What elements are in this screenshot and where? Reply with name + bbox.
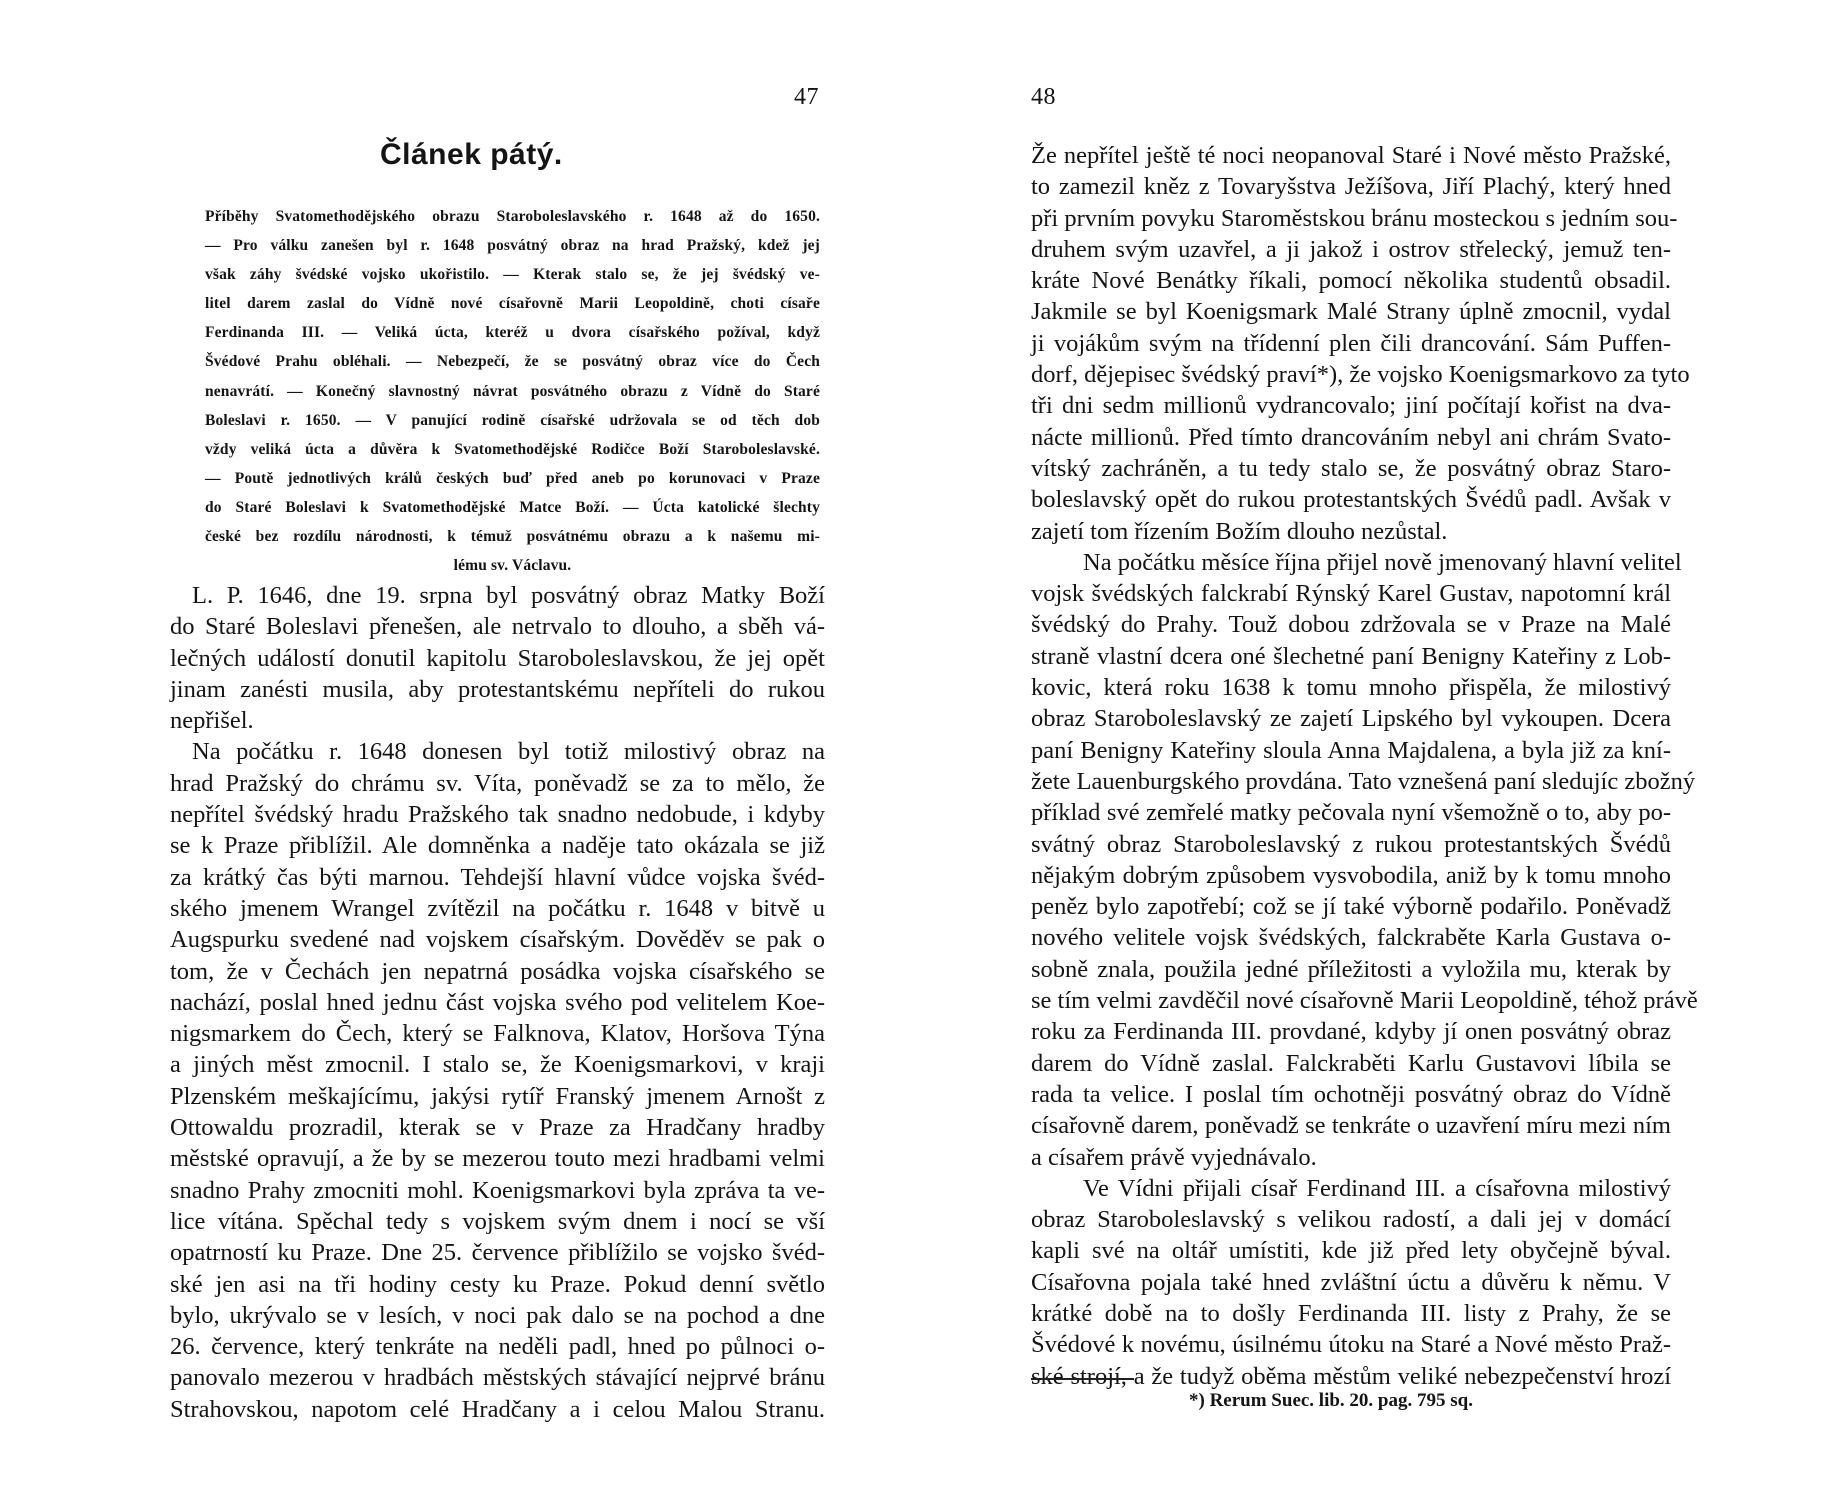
text-line: Plzenském meškajícímu, jakýsi rytíř Franský jmenem Arnošt z xyxy=(170,1082,825,1110)
text-line: kráte Nové Benátky říkali, pomocí několika studentů obsadil. xyxy=(1031,267,1671,295)
text-line: za krátký čas býti marnou. Tehdejší hlavní vůdce vojska švéd- xyxy=(170,863,825,891)
text-line: straně vlastní dcera oné šlechetné paní Benigny Kateřiny z Lob- xyxy=(1031,642,1671,670)
text-line: se k Praze přiblížil. Ale domněnka a naděje tato okázala se již xyxy=(170,832,825,860)
text-line: císařovně darem, poněvadž se tenkráte o uzavření míru mezi ním xyxy=(1031,1112,1671,1140)
text-line: Strahovskou, napotom celé Hradčany a i celou Malou Stranu. xyxy=(170,1395,825,1423)
summary-line: — Poutě jednotlivých králů českých buď před aneb po korunovaci v Praze xyxy=(205,469,820,487)
text-line: 26. července, který tenkráte na neděli padl, hned po půlnoci o- xyxy=(170,1333,825,1361)
body-text xyxy=(1031,140,1698,1392)
summary-line: však záhy švédské vojsko ukořistilo. — Kterak stalo se, že jej švédský ve- xyxy=(205,266,820,284)
text-line: lečných událostí donutil kapitolu Staroboleslavskou, že jej opět xyxy=(170,644,825,672)
text-line: obraz Staroboleslavský ze zajetí Lipského byl vykoupen. Dcera xyxy=(1031,705,1671,733)
text-line: žete Lauenburgského provdána. Tato vznešená paní sledujíc zbožný xyxy=(1031,767,1696,795)
page-number: 47 xyxy=(794,84,819,110)
summary-line: lému sv. Václavu. xyxy=(453,557,572,575)
text-line: ské jen asi na tři hodiny cesty ku Praze. Pokud denní světlo xyxy=(170,1270,825,1298)
summary-line: české bez rozdílu národnosti, k témuž posvátnému obrazu a k našemu mi- xyxy=(205,528,820,546)
text-line: sobně znala, použila jedné příležitosti a vyložila mu, kterak by xyxy=(1031,955,1671,983)
text-line: švédský do Prahy. Touž dobou zdržovala se v Praze na Malé xyxy=(1031,611,1671,639)
text-line: lice vítána. Spěchal tedy s vojskem svým dnem i nocí se vší xyxy=(170,1207,825,1235)
text-line: L. P. 1646, dne 19. srpna byl posvátný obraz Matky Boží xyxy=(192,582,825,609)
text-line: nachází, poslal hned jednu část vojska svého pod velitelem Koe- xyxy=(170,988,825,1016)
text-line: rada ta velice. I poslal tím ochotněji posvátný obraz do Vídně xyxy=(1031,1080,1671,1108)
text-line: vojsk švédských falckrabí Rýnský Karel Gustav, napotomní král xyxy=(1031,580,1671,608)
right-page xyxy=(921,0,1842,1500)
summary-line: Boleslavi r. 1650. — V panující rodině císařské udržovala se od těch dob xyxy=(205,411,820,429)
summary-line: litel darem zaslal do Vídně nové císařovně Marii Leopoldině, choti císaře xyxy=(205,295,820,313)
text-line: hrad Pražský do chrámu sv. Víta, poněvadž se za to mělo, že xyxy=(170,769,825,797)
footnote: *) Rerum Suec. lib. 20. pag. 795 sq. xyxy=(1189,1390,1473,1411)
chapter-title: Článek pátý. xyxy=(380,138,563,171)
text-line: nácte millionů. Před tímto drancováním nebyl ani chrám Svato- xyxy=(1031,423,1671,451)
text-line: Jakmile se byl Koenigsmark Malé Strany úplně zmocnil, vydal xyxy=(1031,298,1671,326)
text-line: panovalo mezerou v hradbách městských stávající nejprvé bránu xyxy=(170,1364,825,1392)
text-line: ského jmenem Wrangel zvítězil na počátku r. 1648 v bitvě u xyxy=(170,894,825,922)
text-line: Ottowaldu prozradil, kterak se v Praze za Hradčany hradby xyxy=(170,1114,825,1142)
text-line: městské opravují, a že by se mezerou touto mezi hradbami velmi xyxy=(170,1145,825,1173)
text-line: příklad své zemřelé matky pečovala nyní všemožně o to, aby po- xyxy=(1031,799,1671,827)
text-line: tři dni sedm millionů vydrancovalo; jiní počítají kořist na dva- xyxy=(1031,392,1671,420)
text-line: Švédové k novému, úsilnému útoku na Staré a Nové město Praž- xyxy=(1031,1331,1671,1359)
text-line: obraz Staroboleslavský s velikou radostí, a dali jej v domácí xyxy=(1031,1206,1671,1234)
text-line: jinam zanésti musila, aby protestantskému nepříteli do rukou xyxy=(170,675,825,703)
text-line: při prvním povyku Staroměstskou bránu mosteckou s jedním sou- xyxy=(1031,204,1678,232)
text-line: nigsmarkem do Čech, který se Falknova, Klatov, Horšova Týna xyxy=(170,1020,825,1048)
text-line: Na počátku měsíce října přijel nově jmenovaný hlavní velitel xyxy=(1083,548,1682,576)
text-line: nějakým dobrým způsobem vysvobodila, aniž by k tomu mnoho xyxy=(1031,861,1671,889)
text-line: to zamezil kněz z Tovaryšstva Ježíšova, Jiří Plachý, který hned xyxy=(1031,173,1671,201)
body-text xyxy=(170,580,825,1425)
text-line: se tím velmi zavděčil nové císařovně Marii Leopoldině, téhož právě xyxy=(1031,987,1698,1015)
text-line: darem do Vídně zaslal. Falckraběti Karlu Gustavovi líbila se xyxy=(1031,1049,1671,1077)
text-line: paní Benigny Kateřiny sloula Anna Majdalena, a byla již za kní- xyxy=(1031,736,1671,764)
text-line: kovic, která roku 1638 k tomu mnoho přispěla, že milostivý xyxy=(1031,674,1671,702)
chapter-summary xyxy=(205,202,820,580)
text-line: vítský zachráněn, a tu tedy stalo se, že posvátný obraz Staro- xyxy=(1031,454,1671,482)
text-line: a císařem právě vyjednávalo. xyxy=(1031,1143,1317,1171)
page-number: 48 xyxy=(1031,84,1056,110)
text-line: Augspurku svedené nad vojskem císařským. Dověděv se pak o xyxy=(170,926,825,954)
text-line: bylo, ukrývalo se v lesích, v noci pak dalo se na pochod a dne xyxy=(170,1301,825,1329)
text-line: nepřítel švédský hradu Pražského tak snadno nedobude, i kdyby xyxy=(170,801,825,829)
text-line: dorf, dějepisec švédský praví*), že vojsko Koenigsmarkovo za tyto xyxy=(1031,361,1690,389)
text-line: peněz bylo zapotřebí; což se jí také výborně podařilo. Poněvadž xyxy=(1031,893,1671,921)
text-line: roku za Ferdinanda III. provdané, kdyby jí onen posvátný obraz xyxy=(1031,1018,1671,1046)
text-line: zajetí tom řízením Božím dlouho nezůstal. xyxy=(1031,517,1448,545)
text-line: ské strojí, a že tudyž oběma městům veliké nebezpečenství hrozí xyxy=(1031,1362,1671,1390)
text-line: nového velitele vojsk švédských, falckraběte Karla Gustava o- xyxy=(1031,924,1671,952)
text-line: a jiných měst zmocnil. I stalo se, že Koenigsmarkovi, v kraji xyxy=(170,1051,825,1079)
text-line: do Staré Boleslavi přenešen, ale netrvalo to dlouho, a sběh vá- xyxy=(170,613,825,641)
text-line: Ve Vídni přijali císař Ferdinand III. a císařovna milostivý xyxy=(1083,1174,1671,1202)
text-line: nepřišel. xyxy=(170,707,254,735)
text-line: svátný obraz Staroboleslavský z rukou protestantských Švédů xyxy=(1031,830,1671,858)
text-line: ji vojákům svým na třídenní plen čili drancování. Sám Puffen- xyxy=(1031,329,1671,357)
text-line: krátké době na to došly Ferdinanda III. listy z Prahy, že se xyxy=(1031,1299,1671,1327)
text-line: Že nepřítel ještě té noci neopanoval Staré i Nové město Pražské, xyxy=(1031,142,1671,169)
text-line: kapli své na oltář umístiti, kde již před lety obyčejně býval. xyxy=(1031,1237,1671,1265)
summary-line: Ferdinanda III. — Veliká úcta, kteréž u dvora císařského požíval, když xyxy=(205,324,820,342)
text-line: opatrností ku Praze. Dne 25. července přiblížilo se vojsko švéd- xyxy=(170,1239,825,1267)
summary-line: vždy veliká úcta a důvěra k Svatomethodějské Rodičce Boží Staroboleslavské. xyxy=(205,440,820,458)
text-line: druhem svým uzavřel, a ji jakož i ostrov střelecký, jemuž ten- xyxy=(1031,235,1671,263)
text-line: Na počátku r. 1648 donesen byl totiž milostivý obraz na xyxy=(192,738,825,766)
text-line: Císařovna pojala také hned zvláštní úctu a důvěru k němu. V xyxy=(1031,1268,1671,1296)
text-line: boleslavský opět do rukou protestantských Švédů padl. Avšak v xyxy=(1031,486,1671,514)
summary-line: Švédové Prahu obléhali. — Nebezpečí, že se posvátný obraz více do Čech xyxy=(205,353,820,371)
text-line: snadno Prahy zmocniti mohl. Koenigsmarkovi byla zpráva ta ve- xyxy=(170,1176,825,1204)
summary-line: — Pro válku zanešen byl r. 1648 posvátný obraz na hrad Pražský, kdež jej xyxy=(205,237,820,255)
summary-line: nenavrátí. — Konečný slavnostný návrat posvátného obrazu z Vídně do Staré xyxy=(205,382,820,400)
footnote-divider xyxy=(1031,1378,1134,1380)
text-line: tom, že v Čechách jen nepatrná posádka vojska císařského se xyxy=(170,957,825,985)
summary-line: do Staré Boleslavi k Svatomethodějské Matce Boží. — Úcta katolické šlechty xyxy=(205,498,820,516)
summary-line: Příběhy Svatomethodějského obrazu Staroboleslavského r. 1648 až do 1650. xyxy=(205,208,820,225)
